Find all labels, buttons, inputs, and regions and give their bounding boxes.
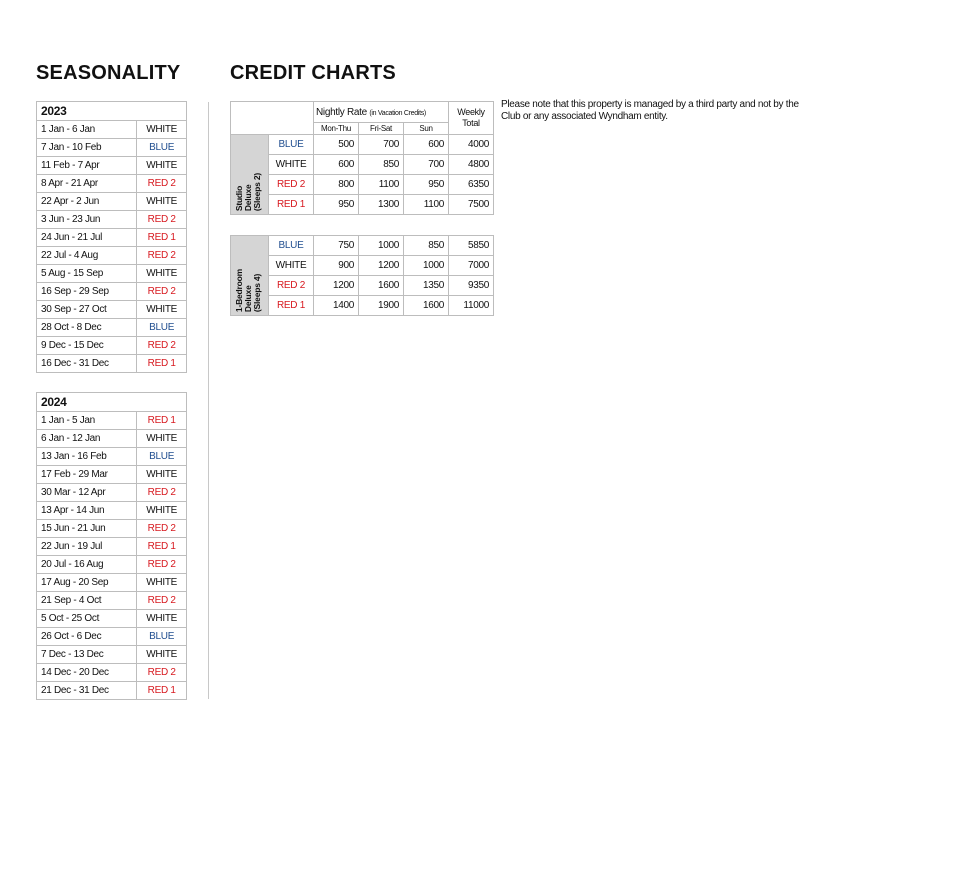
season-row [37,628,187,646]
season-name: WHITE [137,193,187,211]
credit-charts-heading: CREDIT CHARTS [230,62,396,84]
weekly-total-line2: Total [462,118,480,128]
season-row [37,193,187,211]
section-divider [208,102,209,699]
season-row [37,229,187,247]
season-name: WHITE [137,301,187,319]
season-row [37,412,187,430]
weekly-total-line1: Weekly [457,107,485,117]
season-name: BLUE [137,628,187,646]
season-name: RED 2 [137,484,187,502]
date-range: 22 Jun - 19 Jul [37,538,137,556]
unit-type-cell [231,236,269,316]
date-range: 17 Feb - 29 Mar [37,466,137,484]
mon-thu-credits: 950 [314,195,359,215]
date-range: 13 Apr - 14 Jun [37,502,137,520]
season-name: WHITE [137,157,187,175]
mon-thu-credits: 500 [314,135,359,155]
season-name: WHITE [137,121,187,139]
date-range: 16 Sep - 29 Sep [37,283,137,301]
weekly-total-credits: 4800 [449,155,494,175]
season-name: RED 2 [137,283,187,301]
date-range: 1 Jan - 6 Jan [37,121,137,139]
year-header-row [37,393,187,412]
credit-row [231,296,494,316]
sun-credits: 1100 [404,195,449,215]
season-row [37,139,187,157]
seasonality-table-2024 [36,392,187,700]
unit-label-line: Studio [234,185,244,211]
season-name: BLUE [137,448,187,466]
date-range: 26 Oct - 6 Dec [37,628,137,646]
season-name: WHITE [137,466,187,484]
credit-row [231,256,494,276]
season-row [37,664,187,682]
date-range: 8 Apr - 21 Apr [37,175,137,193]
date-range: 28 Oct - 8 Dec [37,319,137,337]
season-name: RED 1 [137,229,187,247]
season-name: RED 2 [137,520,187,538]
mon-thu-credits: 800 [314,175,359,195]
season-name: BLUE [269,135,314,155]
sun-credits: 1600 [404,296,449,316]
fri-sat-credits: 1100 [359,175,404,195]
date-range: 13 Jan - 16 Feb [37,448,137,466]
fri-sat-credits: 700 [359,135,404,155]
season-name: WHITE [269,256,314,276]
season-row [37,283,187,301]
sun-credits: 1350 [404,276,449,296]
year-label: 2023 [37,102,187,121]
season-row [37,682,187,700]
management-note: Please note that this property is managed by a third party and not by the Club or any associated Wyndham entity. [501,99,799,122]
season-row [37,355,187,373]
season-name: RED 2 [137,592,187,610]
season-name: RED 1 [137,682,187,700]
weekly-total-credits: 5850 [449,236,494,256]
season-row [37,211,187,229]
season-row [37,430,187,448]
date-range: 17 Aug - 20 Sep [37,574,137,592]
season-row [37,574,187,592]
season-name: WHITE [269,155,314,175]
weekly-total-credits: 11000 [449,296,494,316]
unit-type-label [235,173,262,211]
season-row [37,301,187,319]
seasonality-heading: SEASONALITY [36,62,181,84]
sun-credits: 700 [404,155,449,175]
date-range: 5 Aug - 15 Sep [37,265,137,283]
season-row [37,592,187,610]
season-row [37,520,187,538]
season-row [37,121,187,139]
season-name: RED 1 [269,195,314,215]
unit-label-line: Deluxe [243,285,253,312]
season-name: RED 2 [137,664,187,682]
season-name: BLUE [137,139,187,157]
season-name: RED 1 [137,538,187,556]
nightly-rate-header [314,102,449,123]
season-row [37,247,187,265]
date-range: 22 Jul - 4 Aug [37,247,137,265]
credit-row [231,276,494,296]
date-range: 3 Jun - 23 Jun [37,211,137,229]
date-range: 11 Feb - 7 Apr [37,157,137,175]
unit-type-label [235,269,262,312]
day-column-header: Fri-Sat [359,123,404,135]
fri-sat-credits: 1200 [359,256,404,276]
date-range: 5 Oct - 25 Oct [37,610,137,628]
unit-label-line: (Sleeps 4) [252,273,262,312]
season-row [37,538,187,556]
season-name: RED 1 [269,296,314,316]
season-name: RED 2 [137,337,187,355]
season-name: WHITE [137,610,187,628]
date-range: 24 Jun - 21 Jul [37,229,137,247]
credit-row [231,135,494,155]
season-row [37,556,187,574]
season-name: RED 2 [137,175,187,193]
credit-row [231,155,494,175]
season-row [37,466,187,484]
date-range: 22 Apr - 2 Jun [37,193,137,211]
date-range: 6 Jan - 12 Jan [37,430,137,448]
season-name: RED 2 [137,556,187,574]
season-row [37,484,187,502]
unit-label-line: 1-Bedroom [234,268,244,312]
season-row [37,319,187,337]
season-row [37,157,187,175]
fri-sat-credits: 850 [359,155,404,175]
sun-credits: 600 [404,135,449,155]
unit-label-line: Deluxe [243,184,253,211]
unit-label-line: (Sleeps 2) [252,172,262,211]
season-name: WHITE [137,502,187,520]
credit-row [231,195,494,215]
day-column-header: Mon-Thu [314,123,359,135]
season-name: WHITE [137,646,187,664]
weekly-total-credits: 4000 [449,135,494,155]
season-name: RED 2 [137,211,187,229]
nightly-rate-label: Nightly Rate [316,106,367,118]
season-name: RED 2 [269,175,314,195]
mon-thu-credits: 1200 [314,276,359,296]
season-name: RED 1 [137,412,187,430]
season-row [37,448,187,466]
season-name: WHITE [137,574,187,592]
date-range: 9 Dec - 15 Dec [37,337,137,355]
credit-row [231,236,494,256]
year-header-row [37,102,187,121]
date-range: 7 Dec - 13 Dec [37,646,137,664]
season-name: BLUE [137,319,187,337]
fri-sat-credits: 1300 [359,195,404,215]
season-name: RED 2 [137,247,187,265]
season-name: RED 1 [137,355,187,373]
season-name: WHITE [137,430,187,448]
season-name: BLUE [269,236,314,256]
date-range: 20 Jul - 16 Aug [37,556,137,574]
season-name: WHITE [137,265,187,283]
year-label: 2024 [37,393,187,412]
season-row [37,502,187,520]
sun-credits: 1000 [404,256,449,276]
weekly-total-credits: 9350 [449,276,494,296]
credit-row [231,175,494,195]
date-range: 15 Jun - 21 Jun [37,520,137,538]
mon-thu-credits: 900 [314,256,359,276]
date-range: 21 Dec - 31 Dec [37,682,137,700]
date-range: 7 Jan - 10 Feb [37,139,137,157]
date-range: 30 Sep - 27 Oct [37,301,137,319]
date-range: 30 Mar - 12 Apr [37,484,137,502]
chart-header-row [231,102,494,123]
season-row [37,337,187,355]
mon-thu-credits: 1400 [314,296,359,316]
weekly-total-credits: 6350 [449,175,494,195]
header-blank-cell [231,102,314,135]
unit-type-cell [231,135,269,215]
date-range: 21 Sep - 4 Oct [37,592,137,610]
sun-credits: 950 [404,175,449,195]
weekly-total-header [449,102,494,135]
fri-sat-credits: 1600 [359,276,404,296]
season-row [37,646,187,664]
date-range: 14 Dec - 20 Dec [37,664,137,682]
mon-thu-credits: 600 [314,155,359,175]
fri-sat-credits: 1000 [359,236,404,256]
nightly-rate-note: (in Vacation Credits) [369,109,426,117]
credit-chart-studio-deluxe [230,101,494,215]
season-row [37,265,187,283]
season-row [37,175,187,193]
seasonality-table-2023 [36,101,187,373]
mon-thu-credits: 750 [314,236,359,256]
credit-chart-1-bedroom-deluxe [230,235,494,316]
season-row [37,610,187,628]
day-column-header: Sun [404,123,449,135]
weekly-total-credits: 7000 [449,256,494,276]
weekly-total-credits: 7500 [449,195,494,215]
season-name: RED 2 [269,276,314,296]
date-range: 16 Dec - 31 Dec [37,355,137,373]
fri-sat-credits: 1900 [359,296,404,316]
sun-credits: 850 [404,236,449,256]
date-range: 1 Jan - 5 Jan [37,412,137,430]
